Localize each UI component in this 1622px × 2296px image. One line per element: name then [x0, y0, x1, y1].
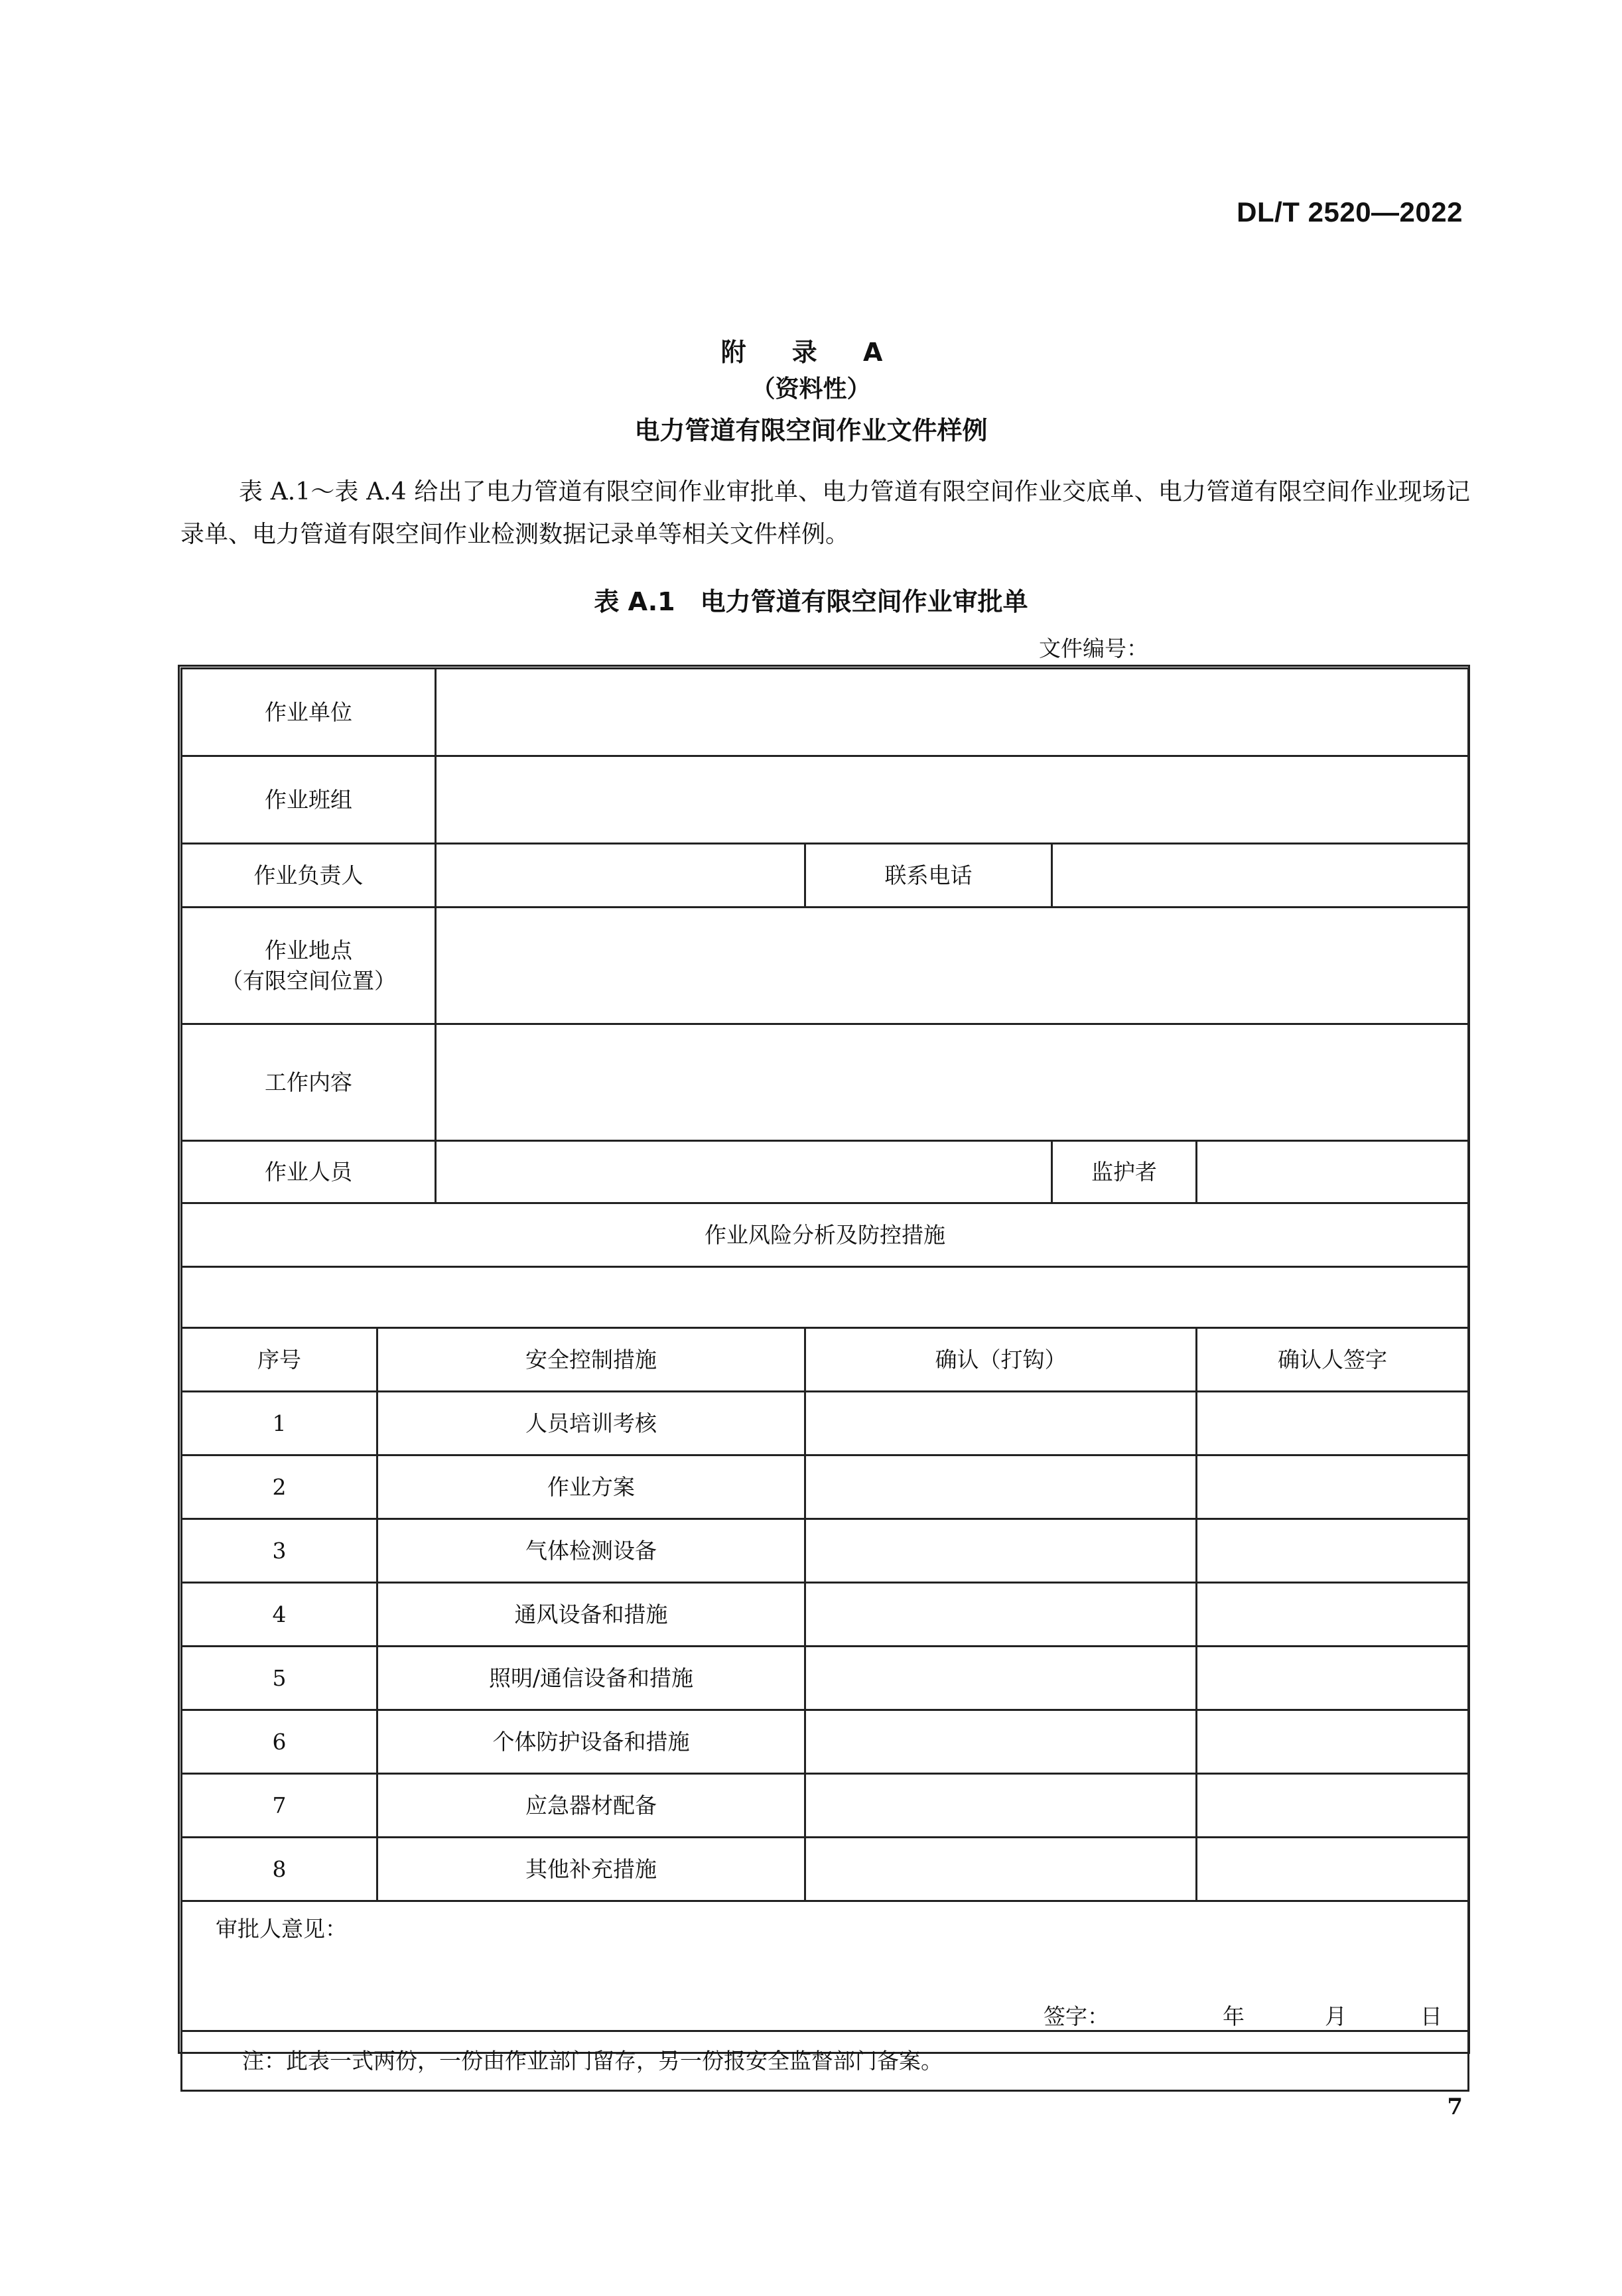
col-header-measure: 安全控制措施 [377, 1328, 805, 1392]
measure-no: 4 [182, 1583, 377, 1647]
table-row [182, 1774, 1469, 1838]
row-leader [182, 844, 1469, 908]
confirm-checkbox-cell[interactable] [805, 1583, 1197, 1647]
col-header-no: 序号 [182, 1328, 377, 1392]
measure-name: 气体检测设备 [377, 1519, 805, 1583]
confirm-checkbox-cell[interactable] [805, 1647, 1197, 1710]
measure-no: 3 [182, 1519, 377, 1583]
row-risk-heading [182, 1203, 1469, 1267]
row-risk-input [182, 1267, 1469, 1328]
location-label-line2: （有限空间位置） [221, 967, 396, 994]
unit-input[interactable] [436, 669, 1469, 756]
signature-cell[interactable] [1197, 1710, 1469, 1774]
unit-label: 作业单位 [182, 669, 436, 756]
row-note [182, 2031, 1469, 2091]
team-input[interactable] [436, 756, 1469, 844]
appendix-name: 电力管道有限空间作业文件样例 [634, 416, 988, 445]
intro-paragraph: 表 A.1～表 A.4 给出了电力管道有限空间作业审批单、电力管道有限空间作业交底单、电力管道有限空间作业现场记录单、电力管道有限空间作业检测数据记录单等相关文件样例。 [180, 478, 1470, 548]
measure-no: 2 [182, 1455, 377, 1519]
col-header-confirm: 确认（打钩） [805, 1328, 1197, 1392]
approver-opinion-label: 审批人意见： [216, 1916, 347, 1942]
confirm-checkbox-cell[interactable] [805, 1838, 1197, 1901]
signature-cell[interactable] [1197, 1774, 1469, 1838]
phone-label: 联系电话 [805, 844, 1052, 908]
table-row [182, 1455, 1469, 1519]
workers-input[interactable] [436, 1141, 1052, 1203]
table-row [182, 1519, 1469, 1583]
row-location [182, 908, 1469, 1024]
year-label: 年 [1223, 2003, 1245, 2029]
measures-header-row [182, 1328, 1469, 1392]
signature-cell[interactable] [1197, 1583, 1469, 1647]
content-label: 工作内容 [182, 1024, 436, 1141]
confirm-checkbox-cell[interactable] [805, 1392, 1197, 1455]
signature-cell[interactable] [1197, 1838, 1469, 1901]
measure-no: 7 [182, 1774, 377, 1838]
team-label: 作业班组 [182, 756, 436, 844]
page-number: 7 [1447, 2094, 1463, 2120]
signature-cell[interactable] [1197, 1519, 1469, 1583]
confirm-checkbox-cell[interactable] [805, 1774, 1197, 1838]
risk-input[interactable] [182, 1267, 1469, 1328]
measure-no: 5 [182, 1647, 377, 1710]
confirm-checkbox-cell[interactable] [805, 1519, 1197, 1583]
row-content [182, 1024, 1469, 1141]
content-input[interactable] [436, 1024, 1469, 1141]
table-row [182, 1710, 1469, 1774]
row-approver [182, 1901, 1469, 2031]
leader-label: 作业负责人 [182, 844, 436, 908]
appendix-title: 附 录 A [720, 338, 902, 367]
confirm-checkbox-cell[interactable] [805, 1455, 1197, 1519]
form-note: 注：此表一式两份，一份由作业部门留存，另一份报安全监督部门备案。 [182, 2031, 1469, 2091]
phone-input[interactable] [1052, 844, 1469, 908]
row-unit [182, 669, 1469, 756]
measure-name: 其他补充措施 [377, 1838, 805, 1901]
measure-no: 1 [182, 1392, 377, 1455]
workers-label: 作业人员 [182, 1141, 436, 1203]
table-row [182, 1647, 1469, 1710]
standard-code: DL/T 2520—2022 [1237, 196, 1463, 228]
table-row [182, 1583, 1469, 1647]
table-caption: 表 A.1 电力管道有限空间作业审批单 [594, 587, 1028, 616]
location-label-line1: 作业地点 [265, 937, 352, 963]
signature-cell[interactable] [1197, 1647, 1469, 1710]
leader-input[interactable] [436, 844, 805, 908]
row-team [182, 756, 1469, 844]
sign-date-line [1044, 2001, 1442, 2032]
location-label [182, 908, 436, 1024]
confirm-checkbox-cell[interactable] [805, 1710, 1197, 1774]
signature-cell[interactable] [1197, 1392, 1469, 1455]
measure-name: 通风设备和措施 [377, 1583, 805, 1647]
signature-cell[interactable] [1197, 1455, 1469, 1519]
measure-name: 人员培训考核 [377, 1392, 805, 1455]
measure-no: 6 [182, 1710, 377, 1774]
appendix-subtitle: （资料性） [751, 375, 871, 403]
location-input[interactable] [436, 908, 1469, 1024]
sign-label: 签字： [1044, 2003, 1109, 2029]
measure-name: 应急器材配备 [377, 1774, 805, 1838]
guardian-label: 监护者 [1052, 1141, 1197, 1203]
guardian-input[interactable] [1197, 1141, 1469, 1203]
measure-name: 照明/通信设备和措施 [377, 1647, 805, 1710]
measure-no: 8 [182, 1838, 377, 1901]
document-number-label: 文件编号： [1039, 636, 1148, 661]
risk-heading: 作业风险分析及防控措施 [182, 1203, 1469, 1267]
measure-name: 作业方案 [377, 1455, 805, 1519]
row-workers [182, 1141, 1469, 1203]
table-row [182, 1392, 1469, 1455]
day-label: 日 [1420, 2003, 1442, 2029]
month-label: 月 [1325, 2003, 1347, 2029]
approver-opinion-cell[interactable] [182, 1901, 1469, 2031]
col-header-signature: 确认人签字 [1197, 1328, 1469, 1392]
approval-form [180, 667, 1469, 2092]
table-row [182, 1838, 1469, 1901]
measure-name: 个体防护设备和措施 [377, 1710, 805, 1774]
